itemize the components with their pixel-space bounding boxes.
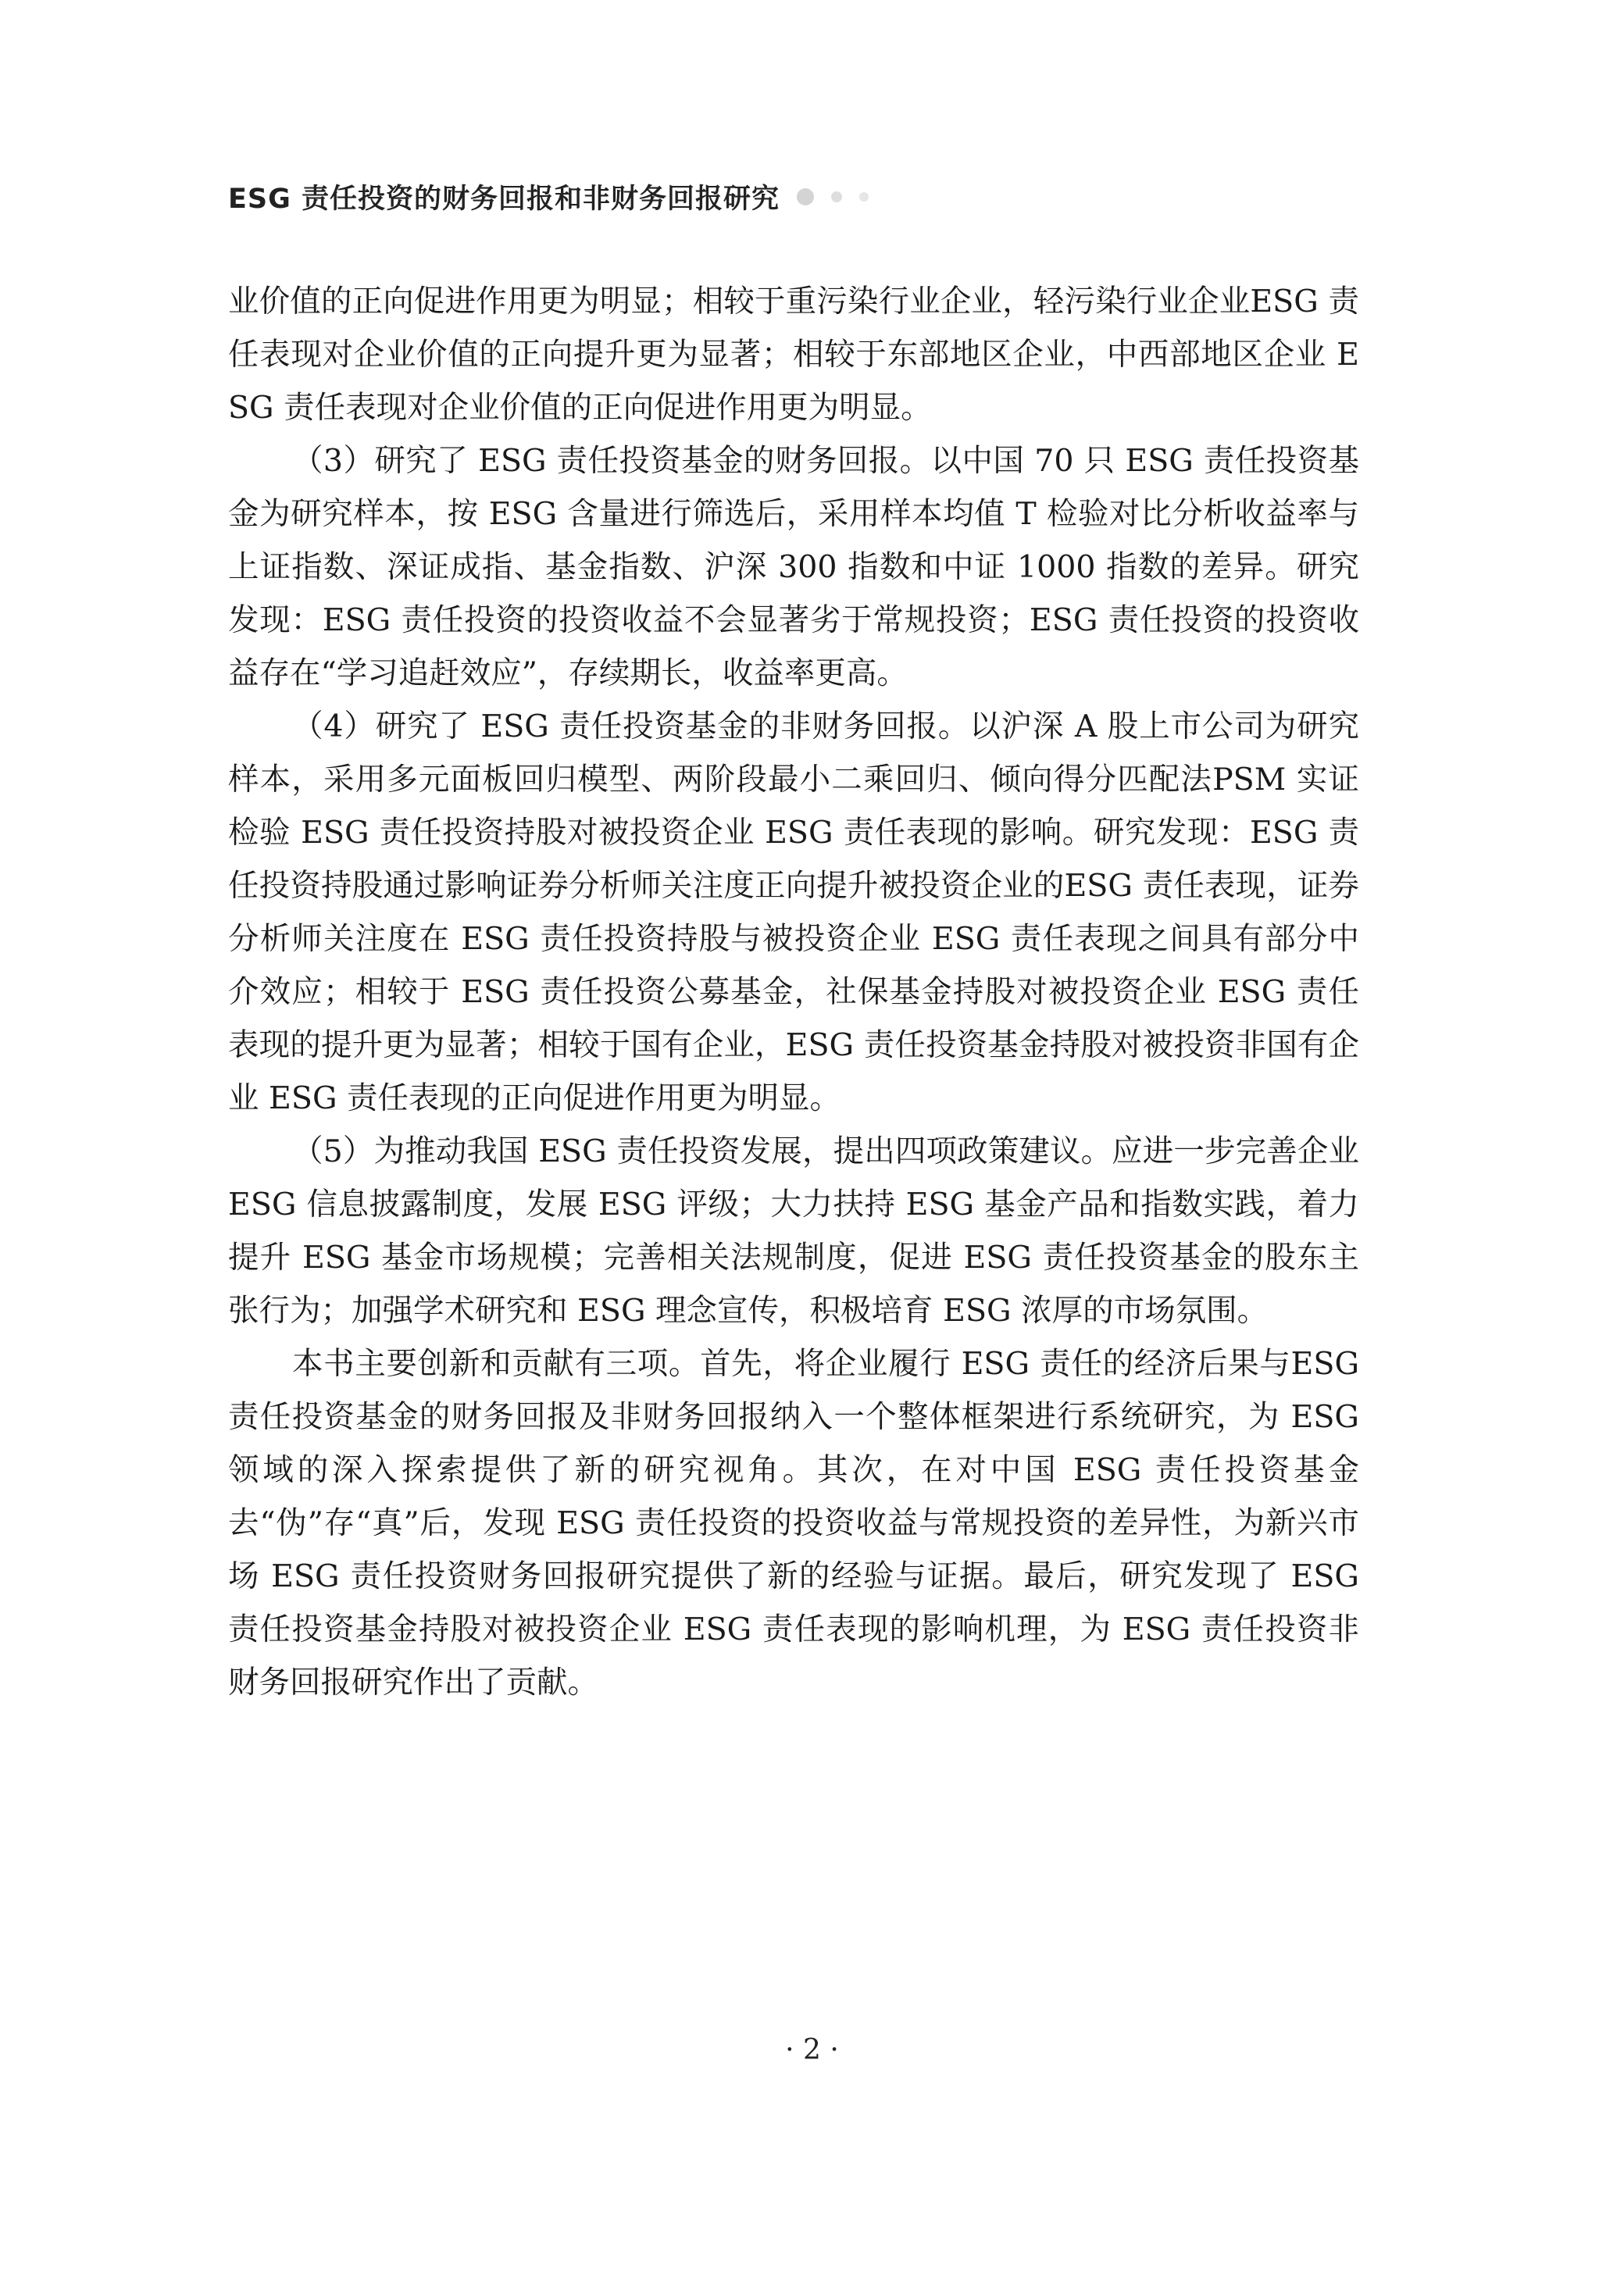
header-dot-icon — [859, 192, 869, 202]
running-header — [228, 173, 886, 220]
page-number: · 2 · — [785, 2034, 839, 2066]
paragraph-item-5: （5）为推动我国 ESG 责任投资发展，提出四项政策建议。应进一步完善企业 ESG 信息披露制度，发展 ESG 评级；大力扶持 ESG 基金产品和指数实践，着力提升 ESG 基金市场规模；完善相关法规制度，促进 ESG 责任投资基金的股东主张行为；加强学术研究和 ESG 理念宣传，积极培育 ESG 浓厚的市场氛围。 — [228, 1133, 1359, 1329]
paragraph-item-3: （3）研究了 ESG 责任投资基金的财务回报。以中国 70 只 ESG 责任投资基金为研究样本，按 ESG 含量进行筛选后，采用样本均值 T 检验对比分析收益率与上证指数、深证成指、基金指数、沪深 300 指数和中证 1000 指数的差异。研究发现：ESG 责任投资的投资收益不会显著劣于常规投资；ESG 责任投资的投资收益存在“学习追赶效应”，存续期长，收益率更高。 — [228, 443, 1359, 691]
header-dots-decoration — [797, 188, 886, 205]
paragraph-contributions: 本书主要创新和贡献有三项。首先，将企业履行 ESG 责任的经济后果与ESG 责任投资基金的财务回报及非财务回报纳入一个整体框架进行系统研究，为 ESG 领域的深入探索提供了新的研究视角。其次，在对中国 ESG 责任投资基金去“伪”存“真”后，发现 ESG 责任投资的投资收益与常规投资的差异性，为新兴市场 ESG 责任投资财务回报研究提供了新的经验与证据。最后，研究发现了 ESG 责任投资基金持股对被投资企业 ESG 责任表现的影响机理，为 ESG 责任投资非财务回报研究作出了贡献。 — [228, 1346, 1359, 1701]
paragraph-item-4: （4）研究了 ESG 责任投资基金的非财务回报。以沪深 A 股上市公司为研究样本，采用多元面板回归模型、两阶段最小二乘回归、倾向得分匹配法PSM 实证检验 ESG 责任投资持股对被投资企业 ESG 责任表现的影响。研究发现：ESG 责任投资持股通过影响证券分析师关注度正向提升被投资企业的ESG 责任表现，证券分析师关注度在 ESG 责任投资持股与被投资企业 ESG 责任表现之间具有部分中介效应；相较于 ESG 责任投资公募基金，社保基金持股对被投资企业 ESG 责任表现的提升更为显著；相较于国有企业，ESG 责任投资基金持股对被投资非国有企业 ESG 责任表现的正向促进作用更为明显。 — [228, 708, 1359, 1116]
body-text — [228, 275, 1359, 1709]
running-header-title: ESG 责任投资的财务回报和非财务回报研究 — [228, 184, 780, 215]
paragraph-continuation: 业价值的正向促进作用更为明显；相较于重污染行业企业，轻污染行业企业ESG 责任表现对企业价值的正向提升更为显著；相较于东部地区企业，中西部地区企业 ESG 责任表现对企业价值的正向促进作用更为明显。 — [228, 284, 1359, 426]
header-dot-icon — [831, 191, 842, 202]
header-dot-icon — [797, 188, 814, 205]
